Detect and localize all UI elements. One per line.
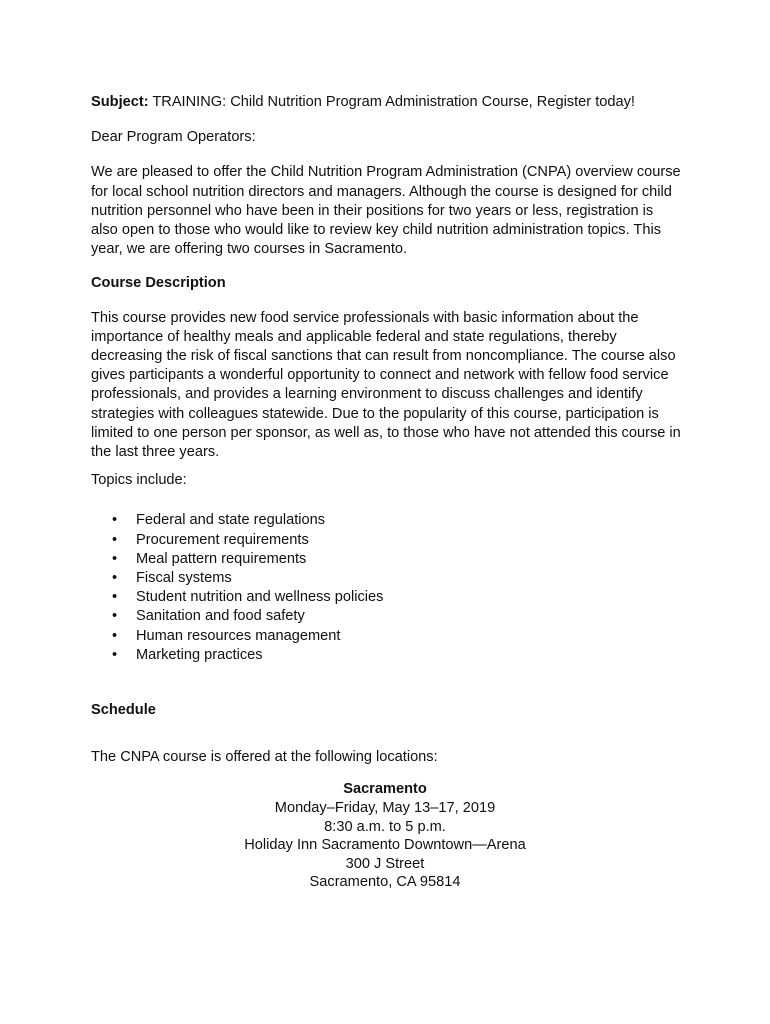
topic-text: Federal and state regulations [136,512,326,529]
list-item [91,607,681,626]
course-description-heading: Course Description [91,275,226,292]
bullet-icon: • [112,550,118,567]
list-item [91,550,681,569]
topic-text: Marketing practices [136,646,263,663]
intro-paragraph: We are pleased to offer the Child Nutrition Program Administration (CNPA) overview course for local school nutrition directors and managers. Although the course is designed for child nutrition personnel who have been in their positions for two years or less, registration is also open to those who would like to review key child nutrition administration topics. This year, we are offering two courses in Sacramento. [91,164,681,258]
list-item [91,569,681,588]
topic-text: Meal pattern requirements [136,550,307,567]
salutation: Dear Program Operators: [91,129,256,146]
list-item [91,646,681,665]
list-item [91,627,681,646]
location-block [91,780,679,892]
subject-line [91,93,681,112]
topic-text: Sanitation and food safety [136,608,305,625]
bullet-icon: • [112,589,118,606]
bullet-icon: • [112,608,118,625]
list-item [91,588,681,607]
locations-intro: The CNPA course is offered at the following locations: [91,749,438,766]
topic-text: Student nutrition and wellness policies [136,589,384,606]
course-description-paragraph: This course provides new food service professionals with basic information about the importance of healthy meals and applicable federal and state regulations, thereby decreasing the risk of fiscal sanctions that can result from noncompliance. The course also gives participants a wonderful opportunity to connect and network with fellow food service professionals, and provides a learning environment to discuss challenges and identify strategies with colleagues statewide. Due to the popularity of this course, participation is limited to one person per sponsor, as well as, to those who have not attended this course in the last three years. [91,309,681,461]
bullet-icon: • [112,646,118,663]
bullet-icon: • [112,512,118,529]
letter-body [91,93,681,892]
subject-text: TRAINING: Child Nutrition Program Administration Course, Register today! [148,94,635,110]
bullet-icon: • [112,531,118,548]
location-city: Sacramento [343,781,427,798]
bullet-icon: • [112,570,118,587]
bullet-icon: • [112,627,118,644]
topic-text: Human resources management [136,627,341,644]
location-venue: Holiday Inn Sacramento Downtown—Arena [244,837,526,854]
location-time: 8:30 a.m. to 5 p.m. [324,818,446,835]
list-item [91,511,681,530]
topic-text: Procurement requirements [136,531,309,548]
location-street: 300 J Street [345,855,425,872]
location-city-state-zip: Sacramento, CA 95814 [309,874,461,891]
topics-list [91,511,681,665]
location-dates: Monday–Friday, May 13–17, 2019 [274,800,496,817]
subject-label: Subject: [91,94,149,110]
schedule-heading: Schedule [91,702,156,719]
topic-text: Fiscal systems [136,570,232,587]
list-item [91,531,681,550]
topics-intro: Topics include: [91,472,187,489]
